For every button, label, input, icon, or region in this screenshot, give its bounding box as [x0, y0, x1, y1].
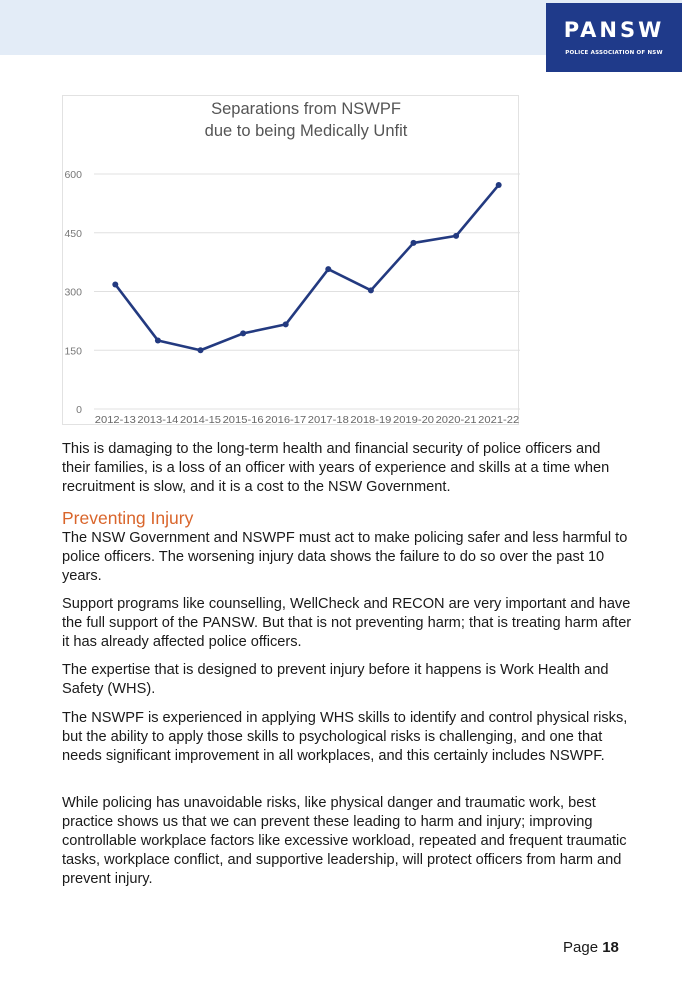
y-tick-label: 0 [76, 404, 82, 416]
x-tick-label: 2017-18 [307, 414, 349, 426]
section-heading-preventing-injury: Preventing Injury [62, 508, 194, 528]
data-point [325, 266, 331, 272]
data-point [496, 182, 502, 188]
y-tick-label: 450 [64, 227, 82, 240]
data-point [283, 321, 289, 327]
page-label: Page [563, 939, 599, 956]
logo-main-text: PANSW [563, 18, 665, 42]
chart-title-line-1: Separations from NSWPF [211, 100, 401, 118]
x-tick-label: 2021-22 [478, 414, 520, 426]
x-tick-label: 2018-19 [350, 414, 392, 426]
paragraph-expertise: The expertise that is designed to prevent injury before it happens is Work Health and Safety (WHS). [62, 662, 609, 697]
x-tick-label: 2020-21 [435, 414, 477, 426]
paragraph-while-policing: While policing has unavoidable risks, like physical danger and traumatic work, best practice shows us that we can prevent these leading to harm and injury; improving controllable workplace factors like excessive workload, repeated and frequent traumatic tasks, workplace conflict, and supportive leadership, will protect officers from harm and prevent injury. [62, 795, 627, 887]
page-number-value: 18 [602, 939, 619, 956]
page-number [563, 939, 619, 956]
paragraph-damaging: This is damaging to the long-term health and financial security of police officers and their families, is a loss of an officer with years of experience and skills at a time when recruitment is slow, and it is a cost to the NSW Government. [62, 441, 610, 495]
line-chart [62, 95, 519, 425]
chart-svg [63, 96, 520, 426]
chart-title-line-2: due to being Medically Unfit [204, 122, 408, 140]
series-line-layer [115, 185, 498, 350]
paragraph-nsw-government: The NSW Government and NSWPF must act to make policing safer and less harmful to police officers. The worsening injury data shows the failure to do so over the past 10 years. [62, 530, 628, 584]
x-tick-label: 2019-20 [393, 414, 435, 426]
data-point [411, 240, 417, 246]
series-points [112, 182, 501, 353]
y-axis-ticks [64, 169, 82, 416]
data-point [198, 347, 204, 353]
y-tick-label: 300 [64, 286, 82, 299]
x-tick-label: 2016-17 [265, 414, 307, 426]
pansw-logo [546, 3, 682, 72]
x-axis-ticks [95, 414, 520, 426]
y-tick-label: 150 [64, 345, 82, 358]
data-point [240, 330, 246, 336]
series-line [115, 185, 498, 350]
x-tick-label: 2012-13 [94, 414, 136, 426]
data-point [453, 233, 459, 239]
gridlines [94, 174, 520, 409]
y-tick-label: 600 [64, 169, 82, 181]
paragraph-nswpf-experienced: The NSWPF is experienced in applying WHS skills to identify and control physical risks, but the ability to apply those skills to psychological risks is challenging, and one that needs significant improvement in all workplaces, and this certainly includes NSWPF. [62, 710, 628, 764]
data-point [368, 287, 374, 293]
x-tick-label: 2015-16 [222, 414, 264, 426]
logo-sub-text: POLICE ASSOCIATION OF NSW [565, 50, 663, 56]
x-tick-label: 2013-14 [137, 414, 179, 426]
paragraph-support-programs: Support programs like counselling, WellCheck and RECON are very important and have the full support of the PANSW. But that is not preventing harm; that is treating harm after it has already affected police officers. [62, 596, 632, 650]
data-point [112, 281, 118, 287]
data-point [155, 337, 161, 343]
x-tick-label: 2014-15 [180, 414, 222, 426]
